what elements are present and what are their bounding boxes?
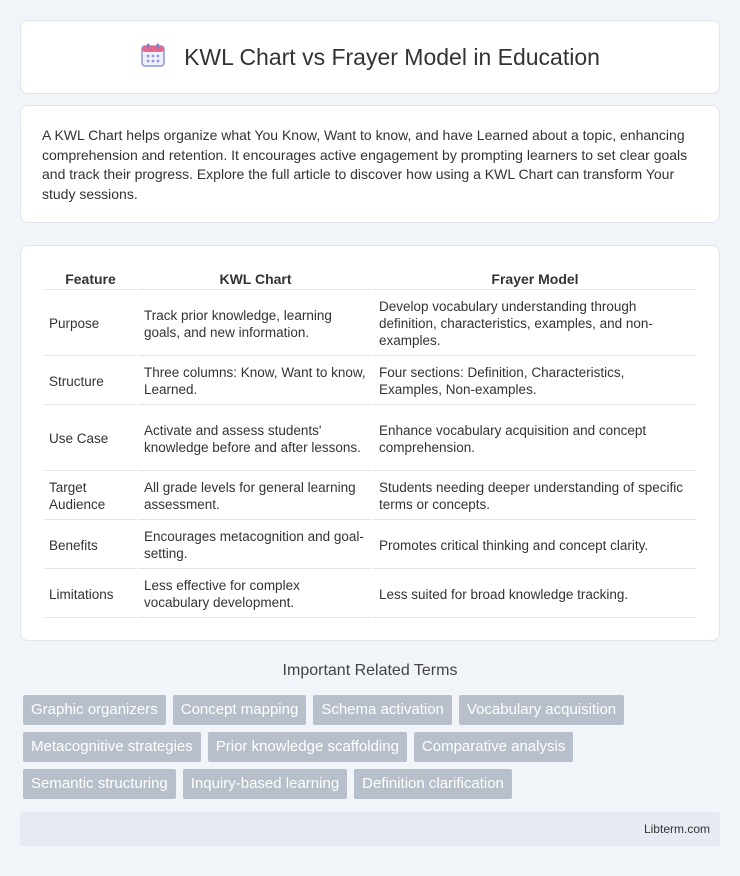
header-card bbox=[20, 20, 720, 94]
feature-cell: Target Audience bbox=[44, 473, 137, 520]
footer-site-link[interactable]: Libterm.com bbox=[643, 822, 710, 836]
table-row bbox=[44, 473, 696, 520]
feature-cell: Limitations bbox=[44, 571, 137, 618]
kwl-cell: Encourages metacognition and goal-setting. bbox=[139, 522, 372, 569]
kwl-cell: All grade levels for general learning assessment. bbox=[139, 473, 372, 520]
feature-cell: Purpose bbox=[44, 292, 137, 356]
kwl-cell: Activate and assess students' knowledge before and after lessons. bbox=[139, 407, 372, 471]
related-term-tag[interactable]: Comparative analysis bbox=[414, 732, 573, 762]
table-row bbox=[44, 358, 696, 405]
table-header-row bbox=[44, 268, 696, 290]
kwl-cell: Three columns: Know, Want to know, Learned. bbox=[139, 358, 372, 405]
related-term-tag[interactable]: Concept mapping bbox=[173, 695, 307, 725]
feature-cell: Structure bbox=[44, 358, 137, 405]
frayer-cell: Students needing deeper understanding of specific terms or concepts. bbox=[374, 473, 696, 520]
related-term-tag[interactable]: Definition clarification bbox=[354, 769, 512, 799]
related-terms-title: Important Related Terms bbox=[282, 662, 458, 679]
frayer-cell: Develop vocabulary understanding through definition, characteristics, examples, and non-examples. bbox=[374, 292, 696, 356]
intro-card bbox=[20, 105, 720, 223]
header bbox=[140, 42, 600, 73]
intro-text: A KWL Chart helps organize what You Know, Want to know, and have Learned about a topic, enhancing comprehension and retention. It encourages active engagement by prompting learners to set clear goals and track their progress. Explore the full article to discover how using a KWL Chart can transform Your study sessions. bbox=[42, 127, 688, 202]
related-terms-list bbox=[23, 695, 723, 799]
calendar-icon bbox=[140, 42, 166, 73]
table-row bbox=[44, 522, 696, 569]
feature-cell: Benefits bbox=[44, 522, 137, 569]
frayer-cell: Four sections: Definition, Characteristics, Examples, Non-examples. bbox=[374, 358, 696, 405]
comparison-card bbox=[20, 245, 720, 641]
table-row bbox=[44, 407, 696, 471]
kwl-cell: Less effective for complex vocabulary development. bbox=[139, 571, 372, 618]
related-term-tag[interactable]: Metacognitive strategies bbox=[23, 732, 201, 762]
column-header-frayer: Frayer Model bbox=[374, 268, 696, 290]
frayer-cell: Promotes critical thinking and concept clarity. bbox=[374, 522, 696, 569]
kwl-cell: Track prior knowledge, learning goals, and new information. bbox=[139, 292, 372, 356]
frayer-cell: Less suited for broad knowledge tracking. bbox=[374, 571, 696, 618]
table-row bbox=[44, 292, 696, 356]
comparison-table bbox=[42, 266, 698, 620]
feature-cell: Use Case bbox=[44, 407, 137, 471]
footer bbox=[20, 812, 720, 846]
frayer-cell: Enhance vocabulary acquisition and concept comprehension. bbox=[374, 407, 696, 471]
related-term-tag[interactable]: Semantic structuring bbox=[23, 769, 176, 799]
related-term-tag[interactable]: Schema activation bbox=[313, 695, 452, 725]
column-header-feature: Feature bbox=[44, 268, 137, 290]
related-term-tag[interactable]: Prior knowledge scaffolding bbox=[208, 732, 407, 762]
related-term-tag[interactable]: Inquiry-based learning bbox=[183, 769, 347, 799]
column-header-kwl: KWL Chart bbox=[139, 268, 372, 290]
related-term-tag[interactable]: Vocabulary acquisition bbox=[459, 695, 624, 725]
page-title: KWL Chart vs Frayer Model in Education bbox=[184, 43, 600, 70]
table-row bbox=[44, 571, 696, 618]
related-term-tag[interactable]: Graphic organizers bbox=[23, 695, 166, 725]
